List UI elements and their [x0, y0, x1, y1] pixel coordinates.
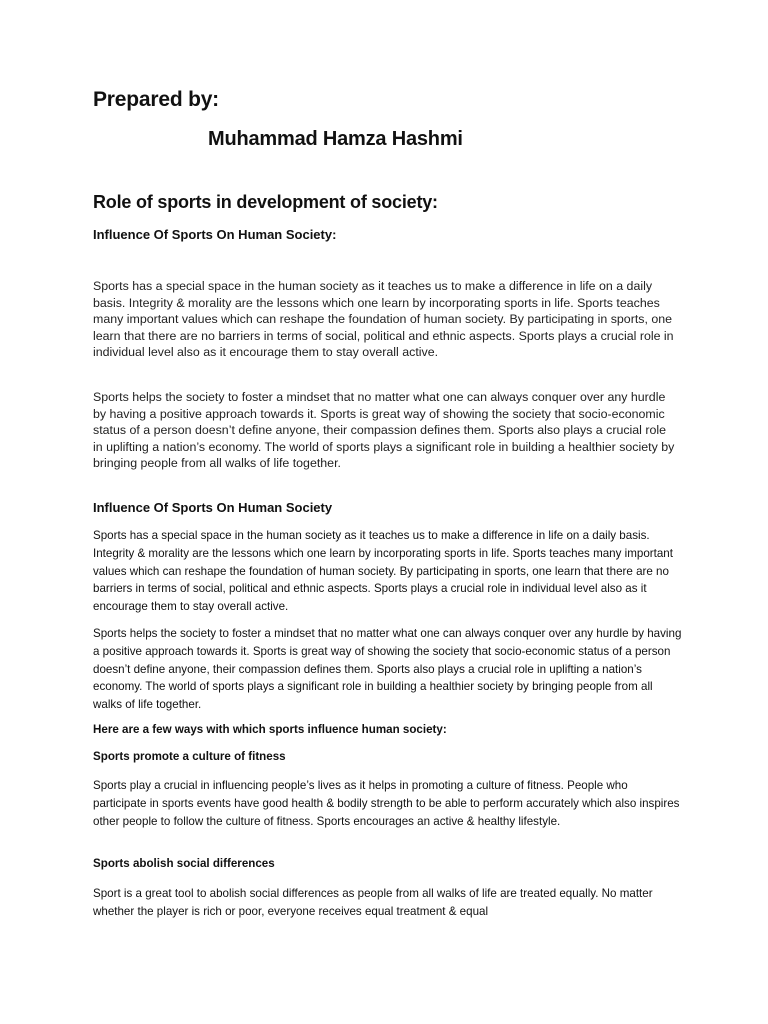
- prepared-by-label: Prepared by:: [93, 88, 219, 111]
- paragraph: Sports helps the society to foster a mindset that no matter what one can always conquer over any hurdle by having a positive approach towards it. Sports is great way of showing the society that socio-economic status of a person doesn’t define anyone, their compassion defines them. Sports also plays a crucial role in uplifting a nation’s economy. The world of sports plays a significant role in building a healthier society by bringing people from all walks of life together.: [93, 390, 675, 471]
- paragraph: Sports play a crucial in influencing people’s lives as it helps in promoting a culture of fitness. People who participate in sports events have good health & bodily strength to be able to perform accurately which also inspires other people to follow the culture of fitness. Sports encourages an active & healthy lifestyle.: [93, 779, 680, 828]
- paragraph: Sports has a special space in the human society as it teaches us to make a difference in life on a daily basis. Integrity & morality are the lessons which one learn by incorporating sports in life. Sports teaches many important values which can reshape the foundation of human society. By participating in sports, one learn that there are no barriers in terms of social, political and ethnic aspects. Sports plays a crucial role in individual level also as it encourage them to stay overall active.: [93, 279, 674, 360]
- subsection-heading: Sports promote a culture of fitness: [93, 750, 286, 763]
- paragraph: Sport is a great tool to abolish social differences as people from all walks of life are treated equally. No matter whether the player is rich or poor, everyone receives equal treatment & equal: [93, 887, 653, 918]
- section-heading: Influence Of Sports On Human Society:: [93, 227, 337, 242]
- paragraph: Sports helps the society to foster a mindset that no matter what one can always conquer over any hurdle by having a positive approach towards it. Sports is great way of showing the society that socio-economic status of a person doesn’t define anyone, their compassion defines them. Sports also plays a crucial role in uplifting a nation’s economy. The world of sports plays a significant role in building a healthier society by bringing people from all walks of life together.: [93, 627, 682, 712]
- section-heading: Influence Of Sports On Human Society: [93, 500, 333, 515]
- paragraph: Sports has a special space in the human society as it teaches us to make a difference in life on a daily basis. Integrity & morality are the lessons which one learn by incorporating sports in life. Sports teaches many important values which can reshape the foundation of human society. By participating in sports, one learn that there are no barriers in terms of social, political and ethnic aspects. Sports plays a crucial role in individual level also as it encourage them to stay overall active.: [93, 529, 673, 614]
- author-name: Muhammad Hamza Hashmi: [208, 128, 463, 150]
- ways-intro: Here are a few ways with which sports influence human society:: [93, 723, 447, 736]
- subsection-heading: Sports abolish social differences: [93, 857, 275, 870]
- document-title: Role of sports in development of society:: [93, 192, 438, 212]
